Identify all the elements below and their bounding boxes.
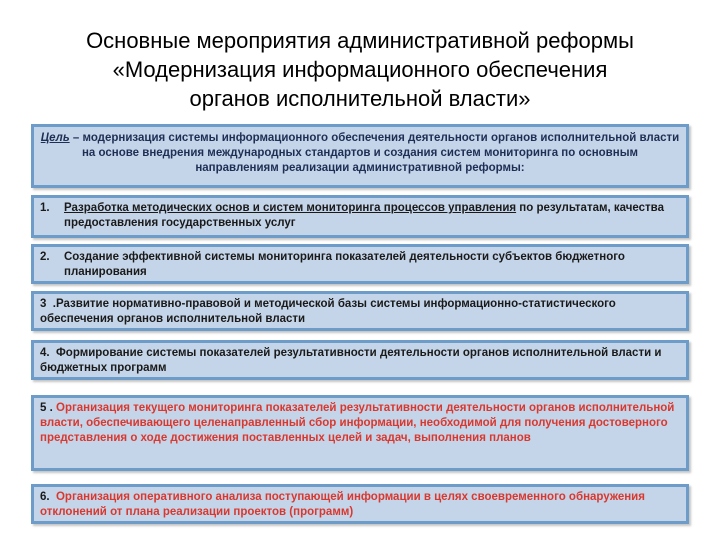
measure-item-4 <box>31 340 689 380</box>
goal-text: – модернизация системы информационного обеспечения деятельности органов исполнительной власти на основе внедрения международных стандартов и создания систем мониторинга по основным направлениям реализации административной реформы: <box>69 132 680 174</box>
measure-text-1-underlined: Разработка методических основ и систем мониторинга процессов управления <box>64 202 517 214</box>
measure-text-2: Создание эффективной системы мониторинга показателей деятельности субъектов бюджетного планирования <box>64 251 625 278</box>
title-line-1: Основные мероприятия административной реформы <box>86 28 634 53</box>
measure-item-3 <box>31 291 689 331</box>
goal-lead: Цель <box>40 132 70 144</box>
measure-number-5: 5 <box>40 402 47 414</box>
measure-number-4: 4. <box>40 347 50 359</box>
measure-number-3: 3 <box>40 298 47 310</box>
page-title <box>40 26 680 113</box>
measure-number-1: 1. <box>40 202 50 214</box>
measure-text-4: Формирование системы показателей результативности деятельности органов исполнительной власти и бюджетных программ <box>40 347 665 374</box>
title-line-2: «Модернизация информационного обеспечения <box>112 57 608 82</box>
measure-item-6 <box>31 484 689 524</box>
measure-text-3: .Развитие нормативно-правовой и методической базы системы информационно-статистического обеспечения органов исполнительной власти <box>40 298 619 325</box>
measure-item-2 <box>31 244 689 284</box>
measure-sep-5: . <box>46 402 56 414</box>
measure-text-6: Организация оперативного анализа поступающей информации в целях своевременного обнаружения отклонений от плана реализации проектов (программ) <box>40 491 649 518</box>
title-line-3: органов исполнительной власти» <box>189 86 531 111</box>
measure-item-5 <box>31 395 689 471</box>
goal-box <box>31 124 689 188</box>
measure-text-5: Организация текущего мониторинга показателей результативности деятельности органов исполнительной власти, обеспечивающего целенаправленный сбор информации, необходимой для получения достоверного представления о ходе достижения поставленных целей и задач, выполнения планов <box>40 402 675 444</box>
measure-number-2: 2. <box>40 251 50 263</box>
measure-item-1 <box>31 195 689 238</box>
measure-text-1-rest: по результатам, качества предоставления государственных услуг <box>64 202 664 229</box>
measure-number-6: 6. <box>40 491 50 503</box>
